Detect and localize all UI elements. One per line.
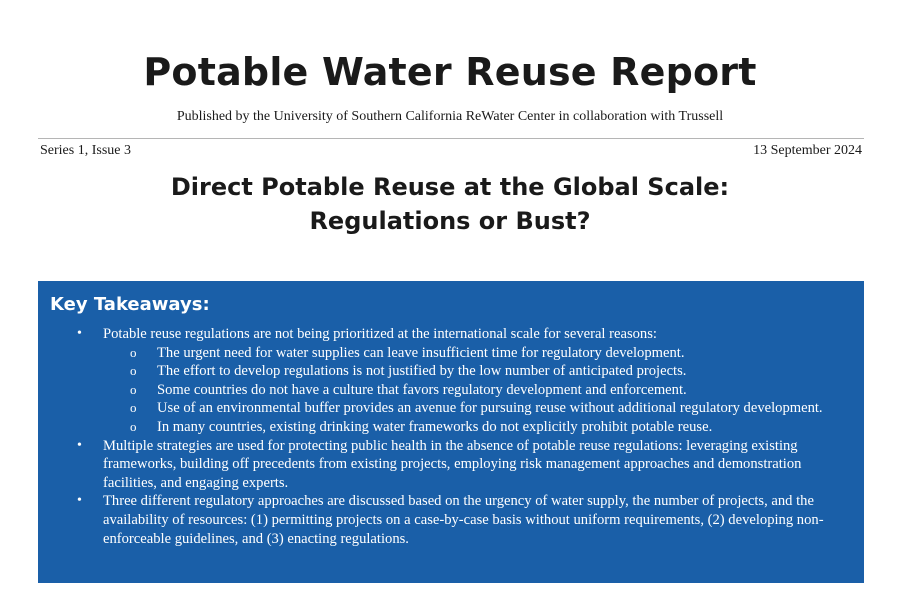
article-title-line-1: Direct Potable Reuse at the Global Scale: <box>170 173 730 201</box>
sub-item-text: The urgent need for water supplies can leave insufficient time for regulatory development. <box>157 344 685 361</box>
sub-item <box>103 344 852 363</box>
sub-item-text: In many countries, existing drinking water frameworks do not explicitly prohibit potable reuse. <box>157 418 713 435</box>
header-divider <box>38 138 864 139</box>
key-takeaways-box <box>38 281 864 583</box>
sub-item <box>103 362 852 381</box>
publisher-line: Published by the University of Southern California ReWater Center in collaboration with Trussell <box>176 109 724 124</box>
article-title-line-2: Regulations or Bust? <box>309 207 591 235</box>
bullet-icon: • <box>77 326 82 341</box>
sub-item-text: Use of an environmental buffer provides an avenue for pursuing reuse without additional regulatory development. <box>157 400 823 417</box>
sub-item <box>103 399 852 418</box>
article-title <box>0 170 900 238</box>
takeaways-list <box>50 325 852 548</box>
sub-bullet-icon: o <box>130 381 137 397</box>
sub-bullet-icon: o <box>130 418 137 434</box>
sub-item <box>103 418 852 437</box>
series-issue: Series 1, Issue 3 <box>40 143 131 158</box>
takeaway-text: Multiple strategies are used for protecting public health in the absence of potable reuse regulations: leveraging existing frameworks, building off precedents from existing projects, employing risk management approaches and demonstration facilities, and engaging experts. <box>103 437 802 491</box>
report-title: Potable Water Reuse Report <box>143 50 757 94</box>
takeaway-item <box>50 437 852 493</box>
key-takeaways-heading: Key Takeaways: <box>50 294 210 315</box>
takeaway-item <box>50 325 852 437</box>
takeaway-text: Three different regulatory approaches are discussed based on the urgency of water supply, the number of projects, and the availability of resources: (1) permitting projects on a case-by-case basis without uniform requirements, (2) developing non-enforceable guidelines, and (3) enacting regulations. <box>103 493 824 547</box>
bullet-icon: • <box>77 437 82 453</box>
sub-bullet-icon: o <box>130 363 137 379</box>
sub-bullet-icon: o <box>130 400 137 416</box>
publication-date: 13 September 2024 <box>753 143 862 158</box>
sub-item-text: Some countries do not have a culture that favors regulatory development and enforcement. <box>157 381 687 398</box>
bullet-icon: • <box>77 493 82 509</box>
takeaway-item <box>50 492 852 548</box>
sub-item <box>103 381 852 400</box>
sub-bullet-icon: o <box>130 344 137 360</box>
sub-item-text: The effort to develop regulations is not justified by the low number of anticipated projects. <box>157 363 687 380</box>
reasons-sublist <box>103 344 852 437</box>
takeaway-text: Potable reuse regulations are not being prioritized at the international scale for several reasons: <box>103 326 657 342</box>
